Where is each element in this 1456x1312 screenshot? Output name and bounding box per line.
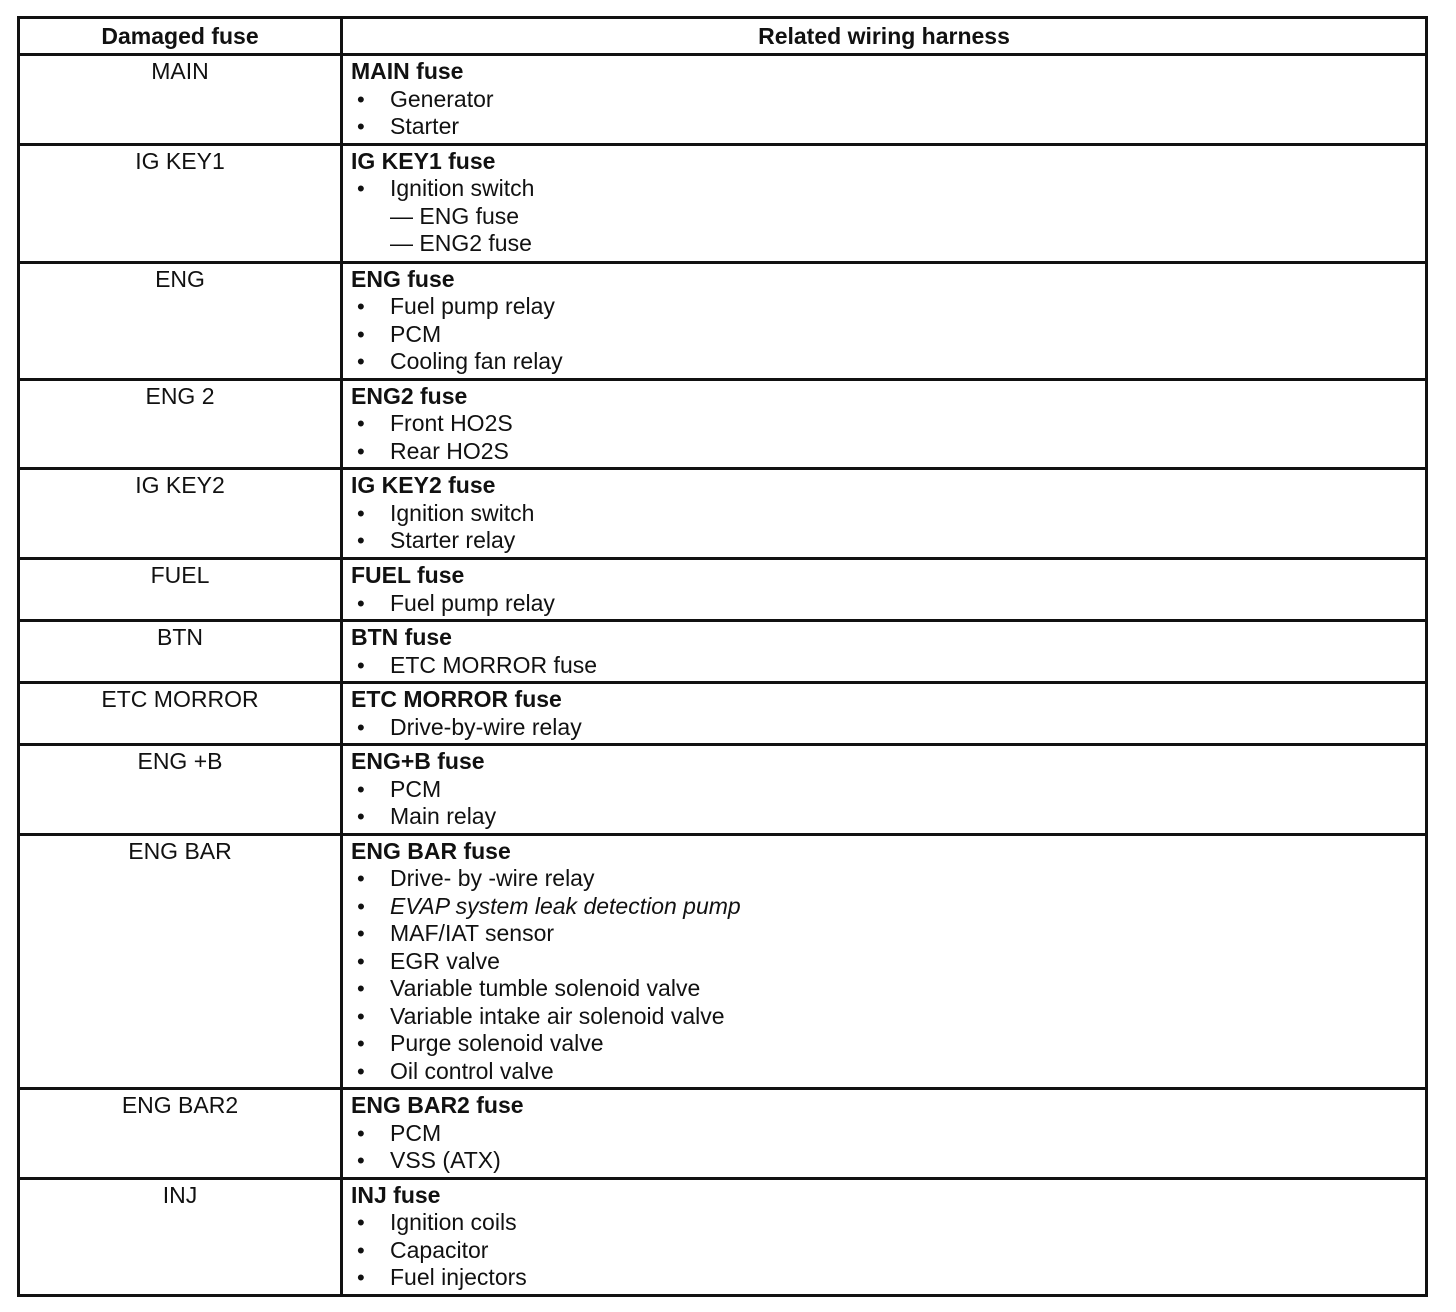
list-item: • Rear HO2S xyxy=(351,438,1417,466)
harness-cell xyxy=(342,745,1427,835)
fuse-name-cell: IG KEY1 xyxy=(19,144,342,262)
header-row xyxy=(19,18,1427,55)
harness-list xyxy=(351,865,1417,1085)
list-item: • EGR valve xyxy=(351,948,1417,976)
header-related-wiring-harness: Related wiring harness xyxy=(342,18,1427,55)
table-row xyxy=(19,1089,1427,1179)
harness-list xyxy=(351,714,1417,742)
harness-list xyxy=(351,1209,1417,1292)
fuse-name-cell: FUEL xyxy=(19,559,342,621)
list-item: • Front HO2S xyxy=(351,410,1417,438)
harness-title: ENG fuse xyxy=(351,265,455,292)
table-row xyxy=(19,1178,1427,1295)
harness-cell xyxy=(342,1089,1427,1179)
table-row xyxy=(19,379,1427,469)
list-item: • Drive-by-wire relay xyxy=(351,714,1417,742)
harness-cell xyxy=(342,379,1427,469)
harness-cell xyxy=(342,1178,1427,1295)
harness-cell xyxy=(342,144,1427,262)
header-damaged-fuse: Damaged fuse xyxy=(19,18,342,55)
harness-list xyxy=(351,1120,1417,1175)
table-row xyxy=(19,834,1427,1089)
list-item: • Fuel pump relay xyxy=(351,590,1417,618)
list-item: • PCM xyxy=(351,321,1417,349)
fuse-name-cell: ETC MORROR xyxy=(19,683,342,745)
list-item: • Ignition switch xyxy=(351,500,1417,528)
list-item: • Starter relay xyxy=(351,527,1417,555)
fuse-name-cell: ENG +B xyxy=(19,745,342,835)
fuse-name-cell: BTN xyxy=(19,621,342,683)
list-item: • Fuel injectors xyxy=(351,1264,1417,1292)
list-item: • Variable intake air solenoid valve xyxy=(351,1003,1417,1031)
harness-list xyxy=(351,410,1417,465)
harness-list xyxy=(351,175,1417,258)
table-row xyxy=(19,55,1427,145)
harness-title: IG KEY2 fuse xyxy=(351,472,496,498)
list-item: • PCM xyxy=(351,1120,1417,1148)
harness-title: BTN fuse xyxy=(351,624,452,650)
list-item: • MAF/IAT sensor xyxy=(351,920,1417,948)
fuse-name-cell: ENG 2 xyxy=(19,379,342,469)
harness-title: MAIN fuse xyxy=(351,58,464,84)
list-item: • Generator xyxy=(351,86,1417,114)
list-item: • Purge solenoid valve xyxy=(351,1030,1417,1058)
list-item: • Ignition coils xyxy=(351,1209,1417,1237)
fuse-harness-table xyxy=(17,16,1428,1297)
harness-title: IG KEY1 fuse xyxy=(351,147,496,174)
harness-list xyxy=(351,776,1417,831)
sub-list-item: — ENG fuse xyxy=(390,202,520,229)
fuse-name-cell: ENG BAR xyxy=(19,834,342,1089)
fuse-name-cell: INJ xyxy=(19,1178,342,1295)
harness-list xyxy=(351,500,1417,555)
fuse-name-cell: ENG BAR2 xyxy=(19,1089,342,1179)
harness-title: ENG2 fuse xyxy=(351,382,468,409)
table-row xyxy=(19,262,1427,379)
list-item: • Main relay xyxy=(351,803,1417,831)
list-item: • Fuel pump relay xyxy=(351,293,1417,321)
list-item: • Ignition switch xyxy=(351,175,1417,203)
list-item: • Oil control valve xyxy=(351,1058,1417,1086)
harness-title: ENG+B fuse xyxy=(351,748,485,774)
harness-title: ENG BAR2 fuse xyxy=(351,1092,524,1118)
harness-cell xyxy=(342,559,1427,621)
table-row xyxy=(19,621,1427,683)
list-item: • Drive- by -wire relay xyxy=(351,865,1417,893)
table-row xyxy=(19,745,1427,835)
fuse-name-cell: IG KEY2 xyxy=(19,469,342,559)
table-row xyxy=(19,469,1427,559)
harness-title: ETC MORROR fuse xyxy=(351,686,562,712)
harness-cell xyxy=(342,621,1427,683)
harness-title: INJ fuse xyxy=(351,1181,441,1208)
list-item: • Variable tumble solenoid valve xyxy=(351,975,1417,1003)
harness-list xyxy=(351,86,1417,141)
list-item: • Starter xyxy=(351,113,1417,141)
table-row xyxy=(19,144,1427,262)
fuse-name-cell: MAIN xyxy=(19,55,342,145)
harness-cell xyxy=(342,834,1427,1089)
harness-title: ENG BAR fuse xyxy=(351,837,511,864)
harness-cell xyxy=(342,262,1427,379)
list-item: • ETC MORROR fuse xyxy=(351,652,1417,680)
list-item: • Capacitor xyxy=(351,1237,1417,1265)
table-row xyxy=(19,683,1427,745)
harness-cell xyxy=(342,683,1427,745)
sub-list-item: — ENG2 fuse xyxy=(390,230,532,256)
harness-list xyxy=(351,590,1417,618)
list-item: • PCM xyxy=(351,776,1417,804)
harness-list xyxy=(351,293,1417,376)
fuse-name-cell: ENG xyxy=(19,262,342,379)
table-row xyxy=(19,559,1427,621)
harness-cell xyxy=(342,469,1427,559)
list-item: • EVAP system leak detection pump xyxy=(351,893,1417,921)
list-item: • Cooling fan relay xyxy=(351,348,1417,376)
list-item: • VSS (ATX) xyxy=(351,1147,1417,1175)
harness-title: FUEL fuse xyxy=(351,562,465,588)
harness-list xyxy=(351,652,1417,680)
harness-cell xyxy=(342,55,1427,145)
